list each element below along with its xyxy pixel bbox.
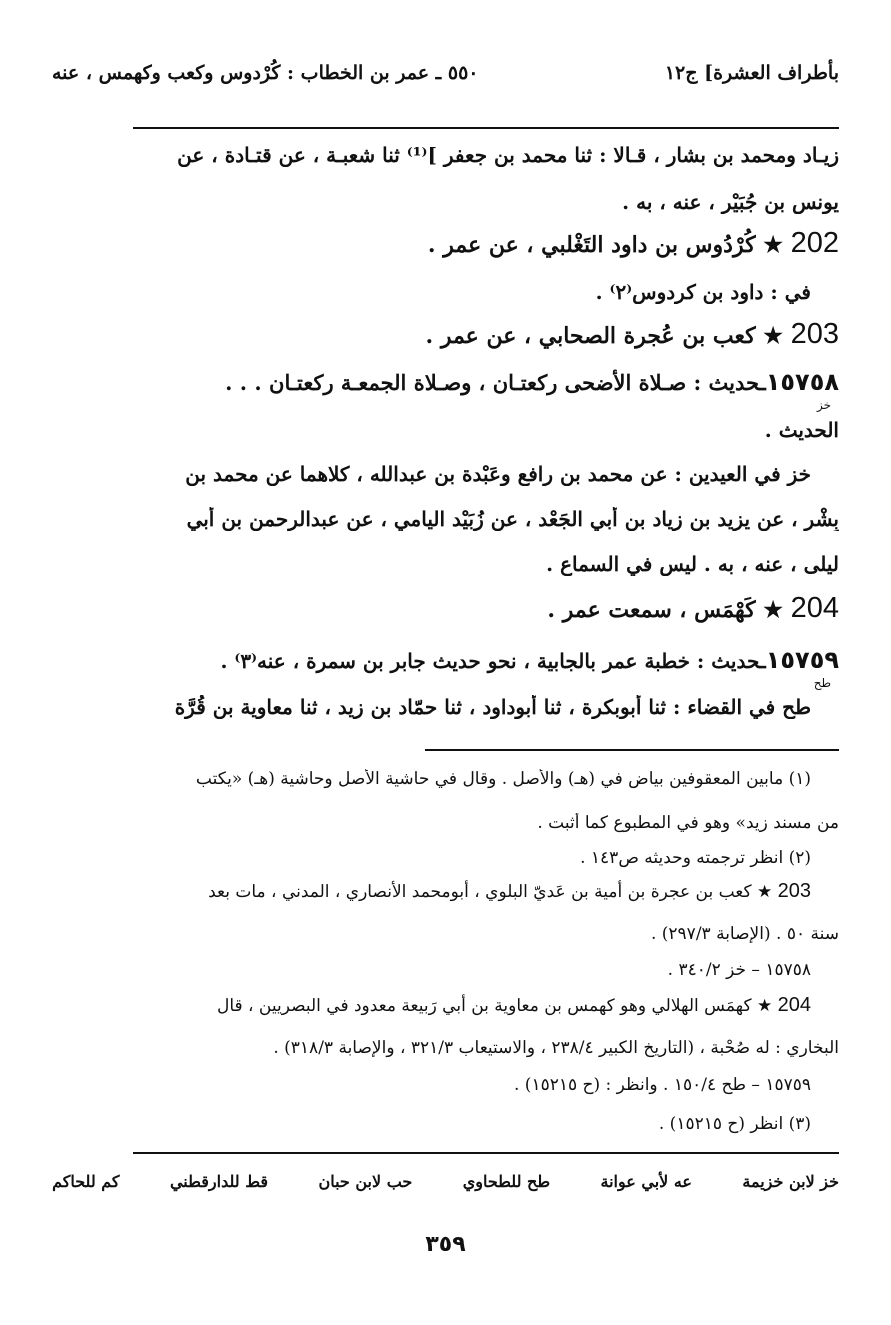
footnote-rule: [425, 749, 839, 751]
running-header-book: بأطراف العشرة] ج١٢: [664, 62, 839, 84]
footnote-line: (٣) انظر (ح ١٥٢١٥) .: [658, 1114, 811, 1134]
footnote-line: سنة ٥٠ . (الإصابة ٢٩٧/٣) .: [650, 924, 839, 944]
footnote-number: 203: [777, 880, 811, 902]
header-rule: [133, 127, 839, 129]
footnote-line: ١٥٧٥٨ – خز ٣٤٠/٢ .: [667, 960, 811, 980]
entry-text: ★ كعب بن عُجرة الصحابي ، عن عمر .: [425, 323, 783, 349]
body-line: خز في العيدين : عن محمد بن رافع وعَبْدة بن عبدالله ، كلاهما عن محمد بن: [185, 462, 811, 486]
hadith-15758: [52, 368, 839, 396]
hadith-text: ـحديث : خطبة عمر بالجابية ، نحو حديث جابر بن سمرة ، عنه⁽٣⁾ .: [220, 649, 766, 673]
entry-text: ★ كَهْمَس ، سمعت عمر .: [547, 597, 783, 623]
narrator-entry-203: [52, 318, 839, 351]
entry-number: 204: [790, 592, 839, 624]
entry-number: 203: [790, 318, 839, 350]
body-line: في : داود بن كردوس⁽٢⁾ .: [595, 280, 811, 304]
footnote-line: البخاري : له صُحْبة ، (التاريخ الكبير ٢٣٨/٤ ، والاستيعاب ٣٢١/٣ ، والإصابة ٣١٨/٣) .: [273, 1038, 839, 1058]
footnote-line: (١) مابين المعقوفين بياض في (هـ) والأصل . وقال في حاشية الأصل وحاشية (هـ) «يكتب: [195, 769, 811, 789]
body-line: زيـاد ومحمد بن بشار ، قـالا : ثنا محمد بن جعفر ]⁽¹⁾ ثنا شعبـة ، عن قتـادة ، عن: [177, 143, 839, 167]
body-line: يونس بن جُبَيْر ، عنه ، به .: [622, 190, 839, 214]
footnote-text: ★ كهمَس الهلالي وهو كهمس بن معاوية بن أبي رَبيعة معدود في البصريين ، قال: [216, 996, 773, 1016]
narrator-entry-204: [52, 592, 839, 625]
entry-text: ★ كُرْدُوس بن داود التَغْلبي ، عن عمر .: [427, 232, 783, 258]
hadith-number: ١٥٧٥٩: [765, 646, 839, 674]
source-code: خز: [816, 398, 831, 412]
legend-item: قط للدارقطني: [169, 1172, 269, 1191]
narrator-entry-202: [52, 227, 839, 260]
legend-rule: [133, 1152, 839, 1154]
legend-item: خز لابن خزيمة: [742, 1172, 839, 1191]
running-header-section: ٥٥٠ ـ عمر بن الخطاب : كُرْدوس وكعب وكهمس ، عنه: [52, 62, 479, 84]
source-code: طح: [813, 676, 831, 690]
footnote-line: ١٥٧٥٩ – طح ١٥٠/٤ . وانظر : (ح ١٥٢١٥) .: [514, 1075, 811, 1095]
page-number: ٣٥٩: [425, 1232, 466, 1257]
footnote-number: 204: [777, 994, 811, 1016]
legend-item: حب لابن حبان: [318, 1172, 413, 1191]
body-line: الحديث .: [764, 418, 839, 442]
footnote-line: من مسند زيد» وهو في المطبوع كما أثبت .: [537, 813, 839, 833]
legend-item: طح للطحاوي: [462, 1172, 551, 1191]
hadith-text: ـحديث : صـلاة الأضحى ركعتـان ، وصـلاة الجمعـة ركعتـان . . .: [225, 370, 766, 395]
footnote-line: (٢) انظر ترجمته وحديثه ص١٤٣ .: [580, 848, 811, 868]
body-line: بِشْر ، عن يزيد بن زياد بن أبي الجَعْد ، عن زُبَيْد اليامي ، عن عبدالرحمن بن أبي: [186, 507, 839, 531]
entry-number: 202: [790, 227, 839, 259]
hadith-15759: [52, 646, 839, 674]
footnote-entry-204: [52, 994, 811, 1017]
body-line: ليلى ، عنه ، به . ليس في السماع .: [546, 552, 839, 576]
body-line: طح في القضاء : ثنا أبوبكرة ، ثنا أبوداود ، ثنا حمّاد بن زيد ، ثنا معاوية بن قُرَّة: [174, 695, 811, 719]
legend-item: كم للحاكم: [52, 1172, 120, 1191]
abbreviation-legend: [52, 1172, 839, 1191]
legend-item: عه لأبي عوانة: [600, 1172, 692, 1191]
footnote-entry-203: [52, 880, 811, 903]
footnote-text: ★ كعب بن عجرة بن أمية بن عَديّ البلوي ، أبومحمد الأنصاري ، المدني ، مات بعد: [208, 882, 773, 902]
hadith-number: ١٥٧٥٨: [765, 368, 839, 396]
